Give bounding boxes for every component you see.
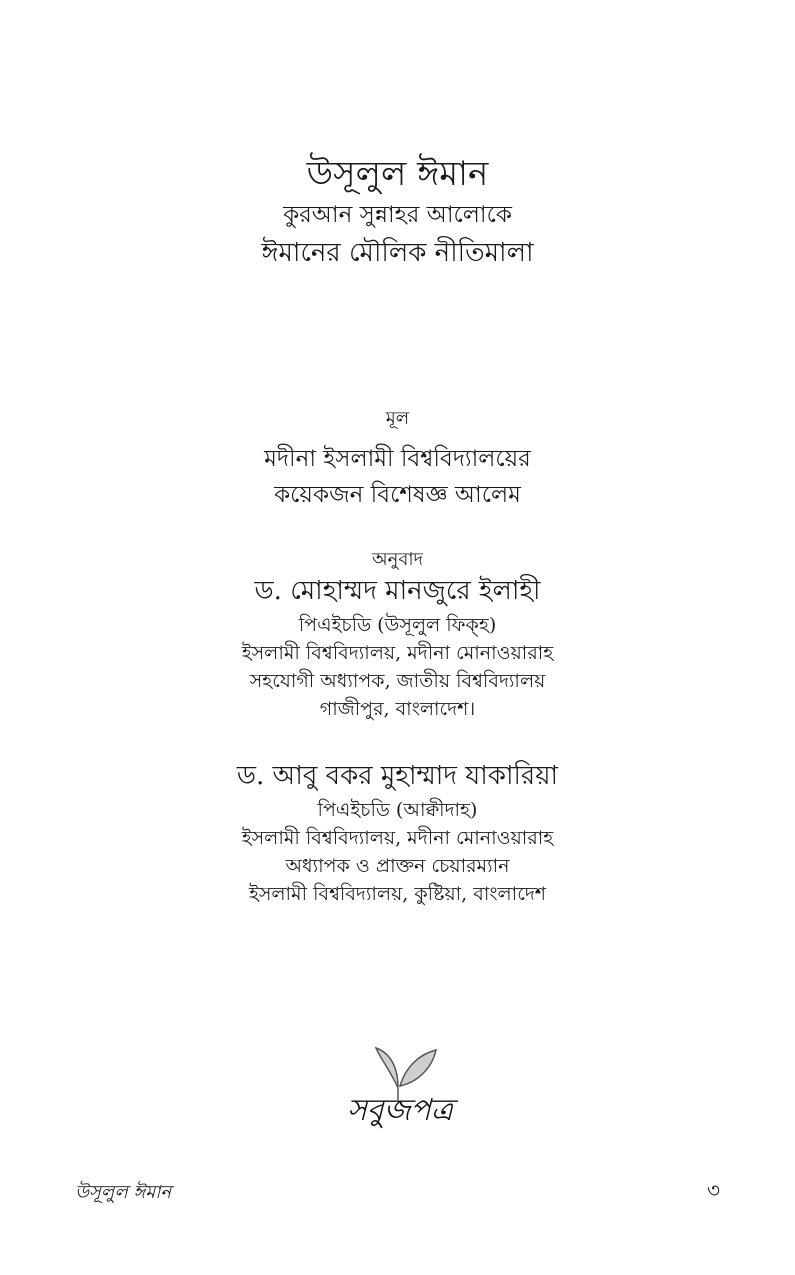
leaf-icon: [340, 1040, 460, 1135]
original-line-1: মদীনা ইসলামী বিশ্ববিদ্যালয়ের: [264, 446, 531, 472]
translation-label: অনুবাদ: [371, 549, 424, 570]
translator-1-name: ড. মোহাম্মদ মানজুরে ইলাহী: [254, 576, 541, 606]
translator-2-line: ইসলামী বিশ্ববিদ্যালয়, মদীনা মোনাওয়ারাহ: [241, 827, 554, 849]
translator-2-line: অধ্যাপক ও প্রাক্তন চেয়ারম্যান: [285, 855, 510, 877]
book-title: উসূলুল ঈমান: [306, 154, 489, 194]
original-line-2: কয়েকজন বিশেষজ্ঞ আলেম: [274, 482, 521, 508]
translator-1-line: পিএইচডি (উসূলুল ফিক্‌হ): [298, 614, 497, 636]
translator-1-line: সহযোগী অধ্যাপক, জাতীয় বিশ্ববিদ্যালয়: [249, 670, 546, 692]
publisher-logo: [340, 1040, 460, 1135]
translator-2-line: পিএইচডি (আক্বীদাহ): [317, 799, 478, 821]
page-number: ৩: [706, 1178, 720, 1202]
publisher-logo-text: সবুজপত্র: [347, 1093, 453, 1128]
running-title: উসূলুল ঈমান: [75, 1182, 172, 1203]
translator-2-line: ইসলামী বিশ্ববিদ্যালয়, কুষ্টিয়া, বাংলাদেশ: [248, 883, 547, 905]
translator-1-line: গাজীপুর, বাংলাদেশ।: [319, 698, 476, 720]
translator-1-line: ইসলামী বিশ্ববিদ্যালয়, মদীনা মোনাওয়ারাহ: [241, 642, 554, 664]
translator-2-name: ড. আবু বকর মুহাম্মাদ যাকারিয়া: [236, 761, 559, 791]
book-subtitle-1: কুরআন সুন্নাহর আলোকে: [283, 202, 512, 228]
book-subtitle-2: ঈমানের মৌলিক নীতিমালা: [261, 238, 534, 268]
original-label: মূল: [385, 408, 410, 429]
